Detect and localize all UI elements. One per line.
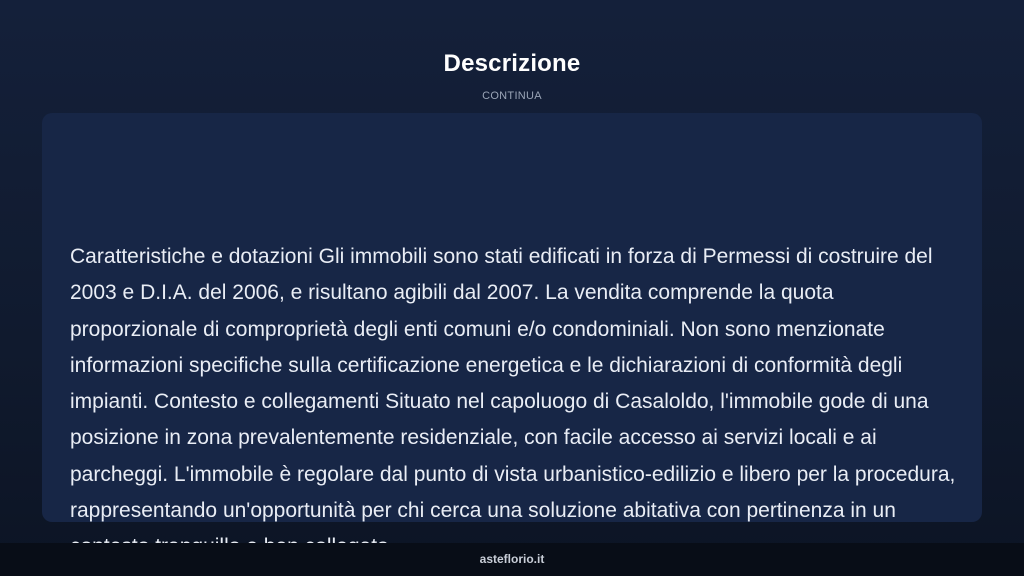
page-title: Descrizione: [443, 50, 581, 77]
footer-site-name: asteflorio.it: [479, 552, 545, 566]
description-text: Caratteristiche e dotazioni Gli immobili sono stati edificati in forza di Permessi di costruire del 2003 e D.I.A. del 2006, e risultano agibili dal 2007. La vendita comprende la quota proporzionale di comproprietà degli enti comuni e/o condominiali. Non sono menzionate informazioni specifiche sulla certificazione energetica e le dichiarazioni di conformità degli impianti. Contesto e collegamenti Situato nel capoluogo di Casaloldo, l'immobile gode di una posizione in zona prevalentemente residenziale, con facile accesso ai servizi locali e ai parcheggi. L'immobile è regolare dal punto di vista urbanistico-edilizio e libero per la procedura, rappresentando un'opportunità per chi cerca una soluzione abitativa con pertinenza in un: [70, 245, 956, 523]
description-card: [42, 113, 982, 522]
page-subtitle: CONTINUA: [482, 90, 542, 102]
footer-bar: [0, 543, 1024, 576]
